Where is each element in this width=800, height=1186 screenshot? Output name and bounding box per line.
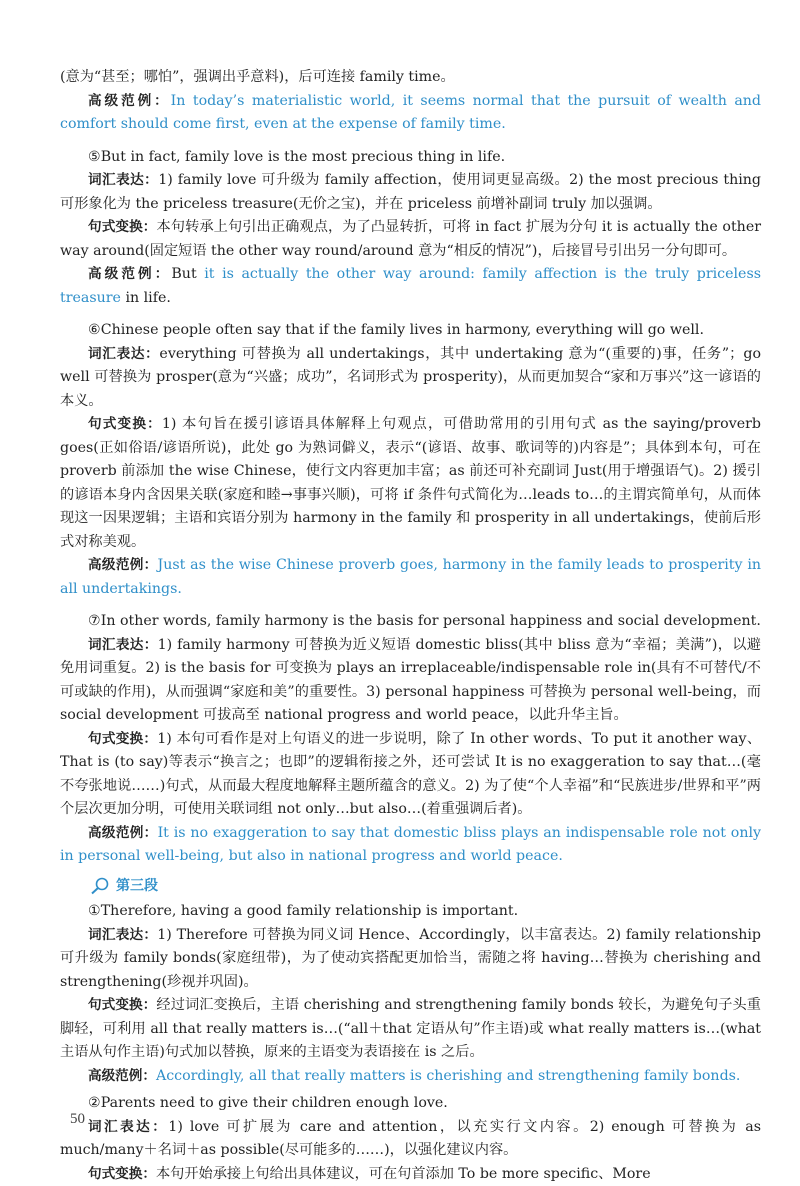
section-heading: 第三段 — [90, 875, 761, 899]
vocab-note: 词汇表达：1) Therefore 可替换为同义词 Hence、Accordingly，以丰富表达。2) family relationship 可升级为 family bonds(家庭纽带)，为了使动宾搭配更加恰当，需随之将 having…替换为 cherishing and strengthening(珍视并巩固)。 — [60, 924, 761, 995]
sentence-7: ⑦In other words, family harmony is the basis for personal happiness and social development. — [60, 610, 761, 634]
structure-note: 句式变换：经过词汇变换后，主语 cherishing and strengthening family bonds 较长，为避免句子头重脚轻，可利用 all that really matters is…(“all＋that 定语从句”作主语)或 what really matters is…(what 主语从句作主语)句式加以替换，原来的主语变为表语接在 is 之后。 — [60, 994, 761, 1065]
content — [60, 66, 761, 1186]
vocab-note: 词汇表达：1) family harmony 可替换为近义短语 domestic bliss(其中 bliss 意为“幸福；美满”)，以避免用词重复。2) is the basis for 可变换为 plays an irreplaceable/indispensable role in(具有不可替代/不可或缺的作用)，从而强调“家庭和美”的重要性。3) personal happiness 可替换为 personal well-being，而 social development 可拔高至 national progress and world peace，以此升华主旨。 — [60, 634, 761, 728]
sentence-1: ①Therefore, having a good family relationship is important. — [60, 900, 761, 924]
example-paragraph: 高级范例：Accordingly, all that really matters is cherishing and strengthening family bonds. — [60, 1065, 761, 1089]
vocab-note: 词汇表达：1) family love 可升级为 family affection，使用词更显高级。2) the most precious thing 可形象化为 the priceless treasure(无价之宝)，并在 priceless 前增补副词 truly 加以强调。 — [60, 169, 761, 216]
example-paragraph: 高级范例：In today’s materialistic world, it seems normal that the pursuit of wealth and comfort should come first, even at the expense of family time. — [60, 90, 761, 137]
structure-note: 句式变换：1) 本句旨在援引谚语具体解释上句观点，可借助常用的引用句式 as the saying/proverb goes(正如俗语/谚语所说)，此处 go 为熟词僻义，表示“(谚语、故事、歌词等的)内容是”；具体到本句，可在 proverb 前添加 the wise Chinese，使行文内容更加丰富；as 前还可补充副词 Just(用于增强语气)。2) 援引的谚语本身内含因果关联(家庭和睦→事事兴顺)，可将 if 条件句式简化为…leads to…的主谓宾简单句，从而体现这一因果逻辑；主语和宾语分别为 harmony in the family 和 prosperity in all undertakings，使前后形式对称美观。 — [60, 413, 761, 554]
example-paragraph: 高级范例：Just as the wise Chinese proverb goes, harmony in the family leads to prosperity in all undertakings. — [60, 554, 761, 601]
magnifier-icon — [90, 877, 110, 895]
structure-note: 句式变换：本句开始承接上句给出具体建议，可在句首添加 To be more specific、More — [60, 1163, 761, 1186]
sentence-6: ⑥Chinese people often say that if the family lives in harmony, everything will go well. — [60, 319, 761, 343]
continuation-line: (意为“甚至；哪怕”，强调出乎意料)，后可连接 family time。 — [60, 66, 761, 90]
structure-note: 句式变换：1) 本句可看作是对上句语义的进一步说明，除了 In other words、To put it another way、That is (to say)等表示“换言之；也即”的逻辑衔接之外，还可尝试 It is no exaggeration to say that…(毫不夸张地说……)句式，从而最大程度地解释主题所蕴含的意义。2) 为了使“个人幸福”和“民族进步/世界和平”两个层次更加分明，可使用关联词组 not only…but also…(着重强调后者)。 — [60, 728, 761, 822]
structure-note: 句式变换：本句转承上句引出正确观点，为了凸显转折，可将 in fact 扩展为分句 it is actually the other way around(固定短语 the other way round/around 意为“相反的情况”)，后接冒号引出另一分句即可。 — [60, 216, 761, 263]
page-number: 50 — [70, 1108, 85, 1132]
example-paragraph: 高级范例：But it is actually the other way around: family affection is the truly priceless treasure in life. — [60, 263, 761, 310]
sentence-2: ②Parents need to give their children enough love. — [60, 1092, 761, 1116]
vocab-note: 词汇表达：everything 可替换为 all undertakings，其中 undertaking 意为“(重要的)事，任务”；go well 可替换为 prosper(意为“兴盛；成功”，名词形式为 prosperity)，从而更加契合“家和万事兴”这一谚语的本义。 — [60, 343, 761, 414]
sentence-5: ⑤But in fact, family love is the most precious thing in life. — [60, 146, 761, 170]
example-paragraph: 高级范例：It is no exaggeration to say that domestic bliss plays an indispensable role not only in personal well-being, but also in national progress and world peace. — [60, 822, 761, 869]
vocab-note: 词汇表达：1) love 可扩展为 care and attention，以充实行文内容。2) enough 可替换为 as much/many＋名词＋as possible(尽可能多的……)，以强化建议内容。 — [60, 1116, 761, 1163]
